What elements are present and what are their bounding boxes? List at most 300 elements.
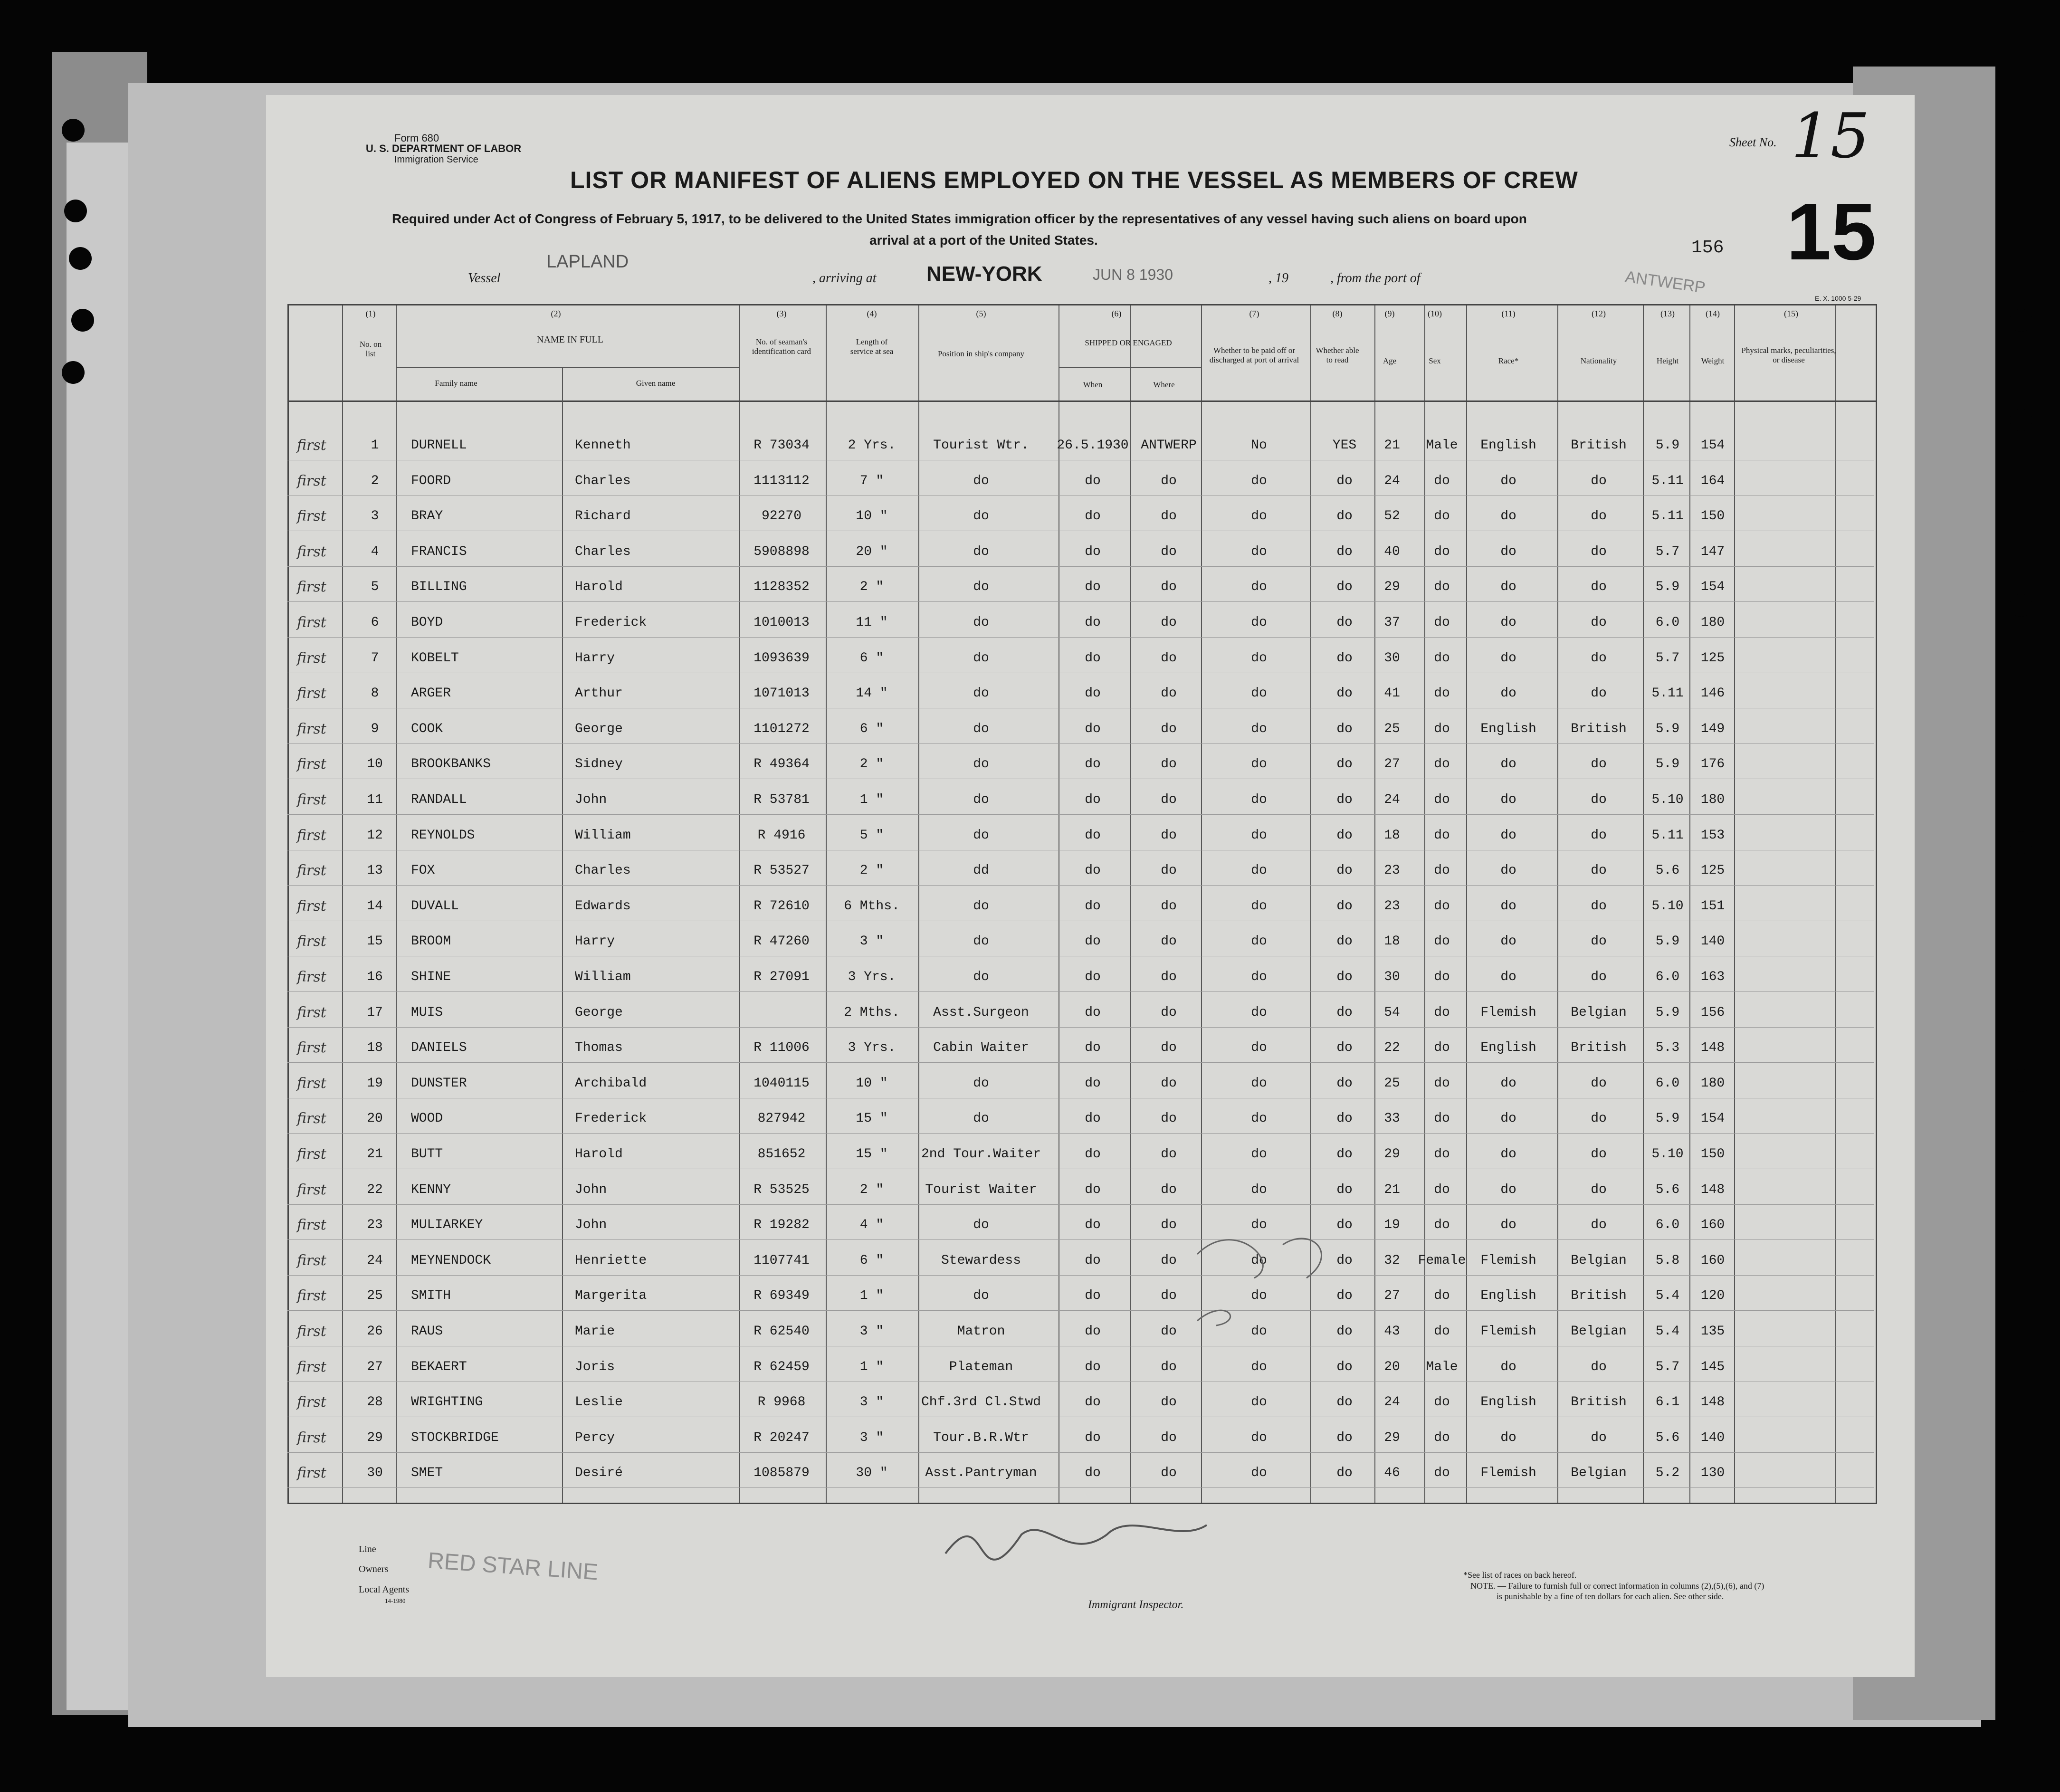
cell-race: do [1500, 686, 1516, 701]
cell-position: do [973, 792, 989, 807]
cell-weight: 147 [1700, 544, 1725, 559]
cell-card: R 53525 [753, 1182, 810, 1197]
cell-when: do [1085, 1111, 1101, 1126]
cell-card: 5908898 [753, 544, 810, 559]
cell-race: do [1500, 1182, 1516, 1197]
cell-family: DUNSTER [411, 1076, 467, 1091]
cell-age: 19 [1384, 1218, 1400, 1233]
cell-height: 5.8 [1655, 1253, 1680, 1268]
cell-card: R 19282 [753, 1218, 810, 1233]
cell-sex: do [1434, 1324, 1450, 1339]
margin-mark: first [297, 437, 326, 454]
cell-service: 10 " [856, 509, 888, 524]
binder-hole [62, 361, 85, 384]
cell-race: English [1480, 1040, 1536, 1056]
cell-service: 2 " [859, 1182, 884, 1197]
cell-no: 24 [367, 1253, 383, 1268]
cell-sex: do [1434, 473, 1450, 488]
cell-weight: 120 [1700, 1288, 1725, 1304]
cell-weight: 164 [1700, 473, 1725, 488]
cell-card: R 72610 [753, 898, 810, 914]
cell-race: do [1500, 970, 1516, 984]
cell-position: Asst.Surgeon [933, 1005, 1029, 1020]
cell-paid: do [1251, 509, 1267, 524]
cell-age: 32 [1384, 1253, 1400, 1268]
cell-sex: do [1434, 863, 1450, 878]
cell-family: BRAY [411, 509, 443, 524]
cell-family: DANIELS [411, 1040, 467, 1056]
cell-age: 23 [1384, 898, 1400, 914]
cell-read: do [1336, 580, 1353, 595]
cell-weight: 176 [1700, 757, 1725, 772]
cell-paid: do [1251, 615, 1267, 630]
cell-position: do [973, 1288, 989, 1304]
cell-when: do [1085, 1324, 1101, 1339]
margin-mark: first [297, 1181, 326, 1198]
cell-sex: Male [1426, 1359, 1458, 1374]
from-port-label: , from the port of [1330, 271, 1421, 286]
cell-when: do [1085, 757, 1101, 772]
cell-sex: Female [1418, 1253, 1466, 1268]
col-num-13: (13) [1660, 309, 1675, 318]
cell-card: 851652 [757, 1147, 806, 1162]
cell-position: dd [973, 863, 989, 878]
cell-family: DURNELL [411, 438, 467, 453]
cell-weight: 125 [1700, 650, 1725, 666]
cell-weight: 163 [1700, 970, 1725, 984]
page-number: 156 [1691, 238, 1724, 258]
col-num-11: (11) [1501, 309, 1516, 318]
cell-no: 19 [367, 1076, 383, 1091]
margin-mark: first [297, 1323, 326, 1340]
cell-nat: do [1591, 863, 1607, 878]
col-num-6: (6) [1111, 309, 1122, 318]
row-rule [287, 1027, 1874, 1028]
margin-mark: first [297, 1465, 326, 1482]
cell-height: 5.11 [1651, 686, 1684, 701]
cell-given: Leslie [575, 1395, 623, 1410]
cell-age: 41 [1384, 686, 1400, 701]
cell-read: do [1336, 1076, 1353, 1091]
cell-age: 52 [1384, 509, 1400, 524]
cell-height: 5.9 [1655, 1111, 1680, 1126]
cell-position: 2nd Tour.Waiter [921, 1147, 1041, 1162]
cell-nat: do [1591, 1076, 1607, 1091]
cell-weight: 148 [1700, 1395, 1725, 1410]
margin-mark: first [297, 827, 326, 844]
owners-label: Owners [359, 1564, 389, 1574]
cell-paid: do [1251, 1040, 1267, 1056]
cell-race: do [1500, 792, 1516, 807]
col-head-name: NAME IN FULL [537, 334, 603, 345]
cell-nat: do [1591, 828, 1607, 843]
cell-no: 3 [371, 509, 379, 524]
cell-no: 27 [367, 1359, 383, 1374]
cell-card: 1107741 [753, 1253, 810, 1268]
cell-paid: do [1251, 721, 1267, 736]
cell-position: do [973, 898, 989, 914]
cell-when: do [1085, 1005, 1101, 1020]
cell-age: 24 [1384, 1395, 1400, 1410]
cell-age: 43 [1384, 1324, 1400, 1339]
arriving-port: NEW-YORK [926, 262, 1042, 286]
cell-service: 6 " [859, 721, 884, 736]
cell-when: do [1085, 1076, 1101, 1091]
row-rule [287, 637, 1874, 638]
cell-when: 26.5.1930 [1057, 438, 1129, 453]
cell-race: Flemish [1480, 1466, 1536, 1481]
row-rule [287, 814, 1874, 815]
margin-mark: first [297, 1394, 326, 1411]
cell-when: do [1085, 1147, 1101, 1162]
row-rule [287, 1487, 1874, 1488]
col-head-height: Height [1656, 356, 1679, 365]
row-rule [287, 1204, 1874, 1205]
vessel-name: LAPLAND [546, 252, 629, 272]
cell-service: 2 Mths. [844, 1005, 900, 1020]
cell-sex: do [1434, 580, 1450, 595]
cell-weight: 154 [1700, 1111, 1725, 1126]
cell-sex: do [1434, 686, 1450, 701]
from-port-stamp: ANTWERP [1624, 267, 1707, 297]
cell-race: English [1480, 1395, 1536, 1410]
cell-age: 21 [1384, 438, 1400, 453]
cell-where: do [1161, 934, 1177, 949]
cell-race: do [1500, 509, 1516, 524]
cell-card: 92270 [761, 509, 802, 524]
cell-service: 14 " [856, 686, 888, 701]
cell-card: R 20247 [753, 1430, 810, 1445]
cell-given: Edwards [575, 898, 631, 914]
cell-race: do [1500, 898, 1516, 914]
cell-age: 54 [1384, 1005, 1400, 1020]
cell-sex: do [1434, 721, 1450, 736]
cell-paid: do [1251, 934, 1267, 949]
margin-mark: first [297, 933, 326, 950]
col-num-12: (12) [1592, 309, 1606, 318]
binder-hole [62, 119, 85, 142]
inspector-label: Immigrant Inspector. [1088, 1599, 1184, 1611]
cell-no: 1 [371, 438, 379, 453]
cell-height: 5.6 [1655, 1430, 1680, 1445]
service: Immigration Service [394, 154, 478, 165]
cell-no: 8 [371, 686, 379, 701]
cell-where: do [1161, 721, 1177, 736]
col-head-where: Where [1153, 380, 1175, 389]
cell-service: 3 " [859, 1324, 884, 1339]
cell-weight: 153 [1700, 828, 1725, 843]
col-head-given: Given name [636, 379, 676, 388]
cell-read: do [1336, 757, 1353, 772]
cell-read: do [1336, 863, 1353, 878]
cell-read: do [1336, 721, 1353, 736]
cell-no: 15 [367, 934, 383, 949]
cell-read: do [1336, 686, 1353, 701]
cell-position: do [973, 650, 989, 666]
cell-read: do [1336, 970, 1353, 984]
cell-position: Cabin Waiter [933, 1040, 1029, 1056]
cell-family: FOORD [411, 473, 451, 488]
cell-position: Tourist Wtr. [933, 438, 1029, 453]
cell-service: 3 " [859, 934, 884, 949]
cell-given: William [575, 828, 631, 843]
cell-age: 25 [1384, 1076, 1400, 1091]
cell-given: Marie [575, 1324, 615, 1339]
cell-family: RAUS [411, 1324, 443, 1339]
cell-paid: do [1251, 650, 1267, 666]
cell-when: do [1085, 580, 1101, 595]
cell-when: do [1085, 863, 1101, 878]
cell-nat: do [1591, 1182, 1607, 1197]
cell-given: John [575, 1218, 607, 1233]
cell-height: 5.9 [1655, 757, 1680, 772]
cell-when: do [1085, 650, 1101, 666]
cell-card: 1093639 [753, 650, 810, 666]
cell-sex: do [1434, 970, 1450, 984]
cell-where: do [1161, 580, 1177, 595]
binder-hole [2010, 594, 2032, 617]
margin-mark: first [297, 1429, 326, 1446]
arrival-date-stamp: JUN 8 1930 [1093, 266, 1173, 283]
cell-height: 6.0 [1655, 970, 1680, 984]
margin-mark: first [297, 685, 326, 702]
cell-sex: do [1434, 1466, 1450, 1481]
cell-read: do [1336, 509, 1353, 524]
margin-mark: first [297, 1287, 326, 1305]
cell-service: 5 " [859, 828, 884, 843]
cell-where: do [1161, 544, 1177, 559]
cell-no: 11 [367, 792, 383, 807]
cell-age: 37 [1384, 615, 1400, 630]
binder-hole [2010, 1069, 2032, 1092]
cell-read: do [1336, 828, 1353, 843]
cell-family: RANDALL [411, 792, 467, 807]
cell-age: 21 [1384, 1182, 1400, 1197]
cell-given: Frederick [575, 615, 647, 630]
cell-height: 6.0 [1655, 1218, 1680, 1233]
cell-nat: do [1591, 580, 1607, 595]
cell-no: 17 [367, 1005, 383, 1020]
cell-read: do [1336, 473, 1353, 488]
cell-nat: British [1571, 721, 1627, 736]
cell-where: do [1161, 1288, 1177, 1304]
cell-service: 2 " [859, 757, 884, 772]
cell-card: R 4916 [757, 828, 806, 843]
cell-service: 15 " [856, 1147, 888, 1162]
cell-given: John [575, 792, 607, 807]
cell-paid: do [1251, 1005, 1267, 1020]
cell-paid: do [1251, 1076, 1267, 1091]
cell-position: Stewardess [941, 1253, 1021, 1268]
cell-when: do [1085, 1253, 1101, 1268]
cell-no: 13 [367, 863, 383, 878]
cell-when: do [1085, 1182, 1101, 1197]
cell-nat: do [1591, 473, 1607, 488]
cell-no: 2 [371, 473, 379, 488]
cell-where: do [1161, 1430, 1177, 1445]
cell-nat: do [1591, 686, 1607, 701]
cell-card: R 62459 [753, 1359, 810, 1374]
cell-nat: British [1571, 438, 1627, 453]
cell-read: do [1336, 1111, 1353, 1126]
cell-family: ARGER [411, 686, 451, 701]
cell-when: do [1085, 615, 1101, 630]
cell-sex: do [1434, 1147, 1450, 1162]
row-rule [287, 885, 1874, 886]
col-head-family: Family name [435, 379, 477, 388]
cell-service: 15 " [856, 1111, 888, 1126]
cell-where: ANTWERP [1141, 438, 1197, 453]
cell-where: do [1161, 1147, 1177, 1162]
col-num-10: (10) [1428, 309, 1442, 318]
cell-position: do [973, 1076, 989, 1091]
cell-no: 7 [371, 650, 379, 666]
col-head-sex: Sex [1429, 356, 1441, 365]
cell-service: 6 " [859, 650, 884, 666]
cell-weight: 154 [1700, 438, 1725, 453]
cell-age: 33 [1384, 1111, 1400, 1126]
binder-hole [69, 247, 92, 270]
cell-nat: do [1591, 1218, 1607, 1233]
cell-nat: British [1571, 1288, 1627, 1304]
cell-race: do [1500, 1430, 1516, 1445]
cell-given: Harry [575, 934, 615, 949]
cell-paid: do [1251, 1430, 1267, 1445]
cell-height: 6.0 [1655, 615, 1680, 630]
cell-family: WRIGHTING [411, 1395, 483, 1410]
cell-sex: do [1434, 650, 1450, 666]
cell-where: do [1161, 1324, 1177, 1339]
cell-height: 5.10 [1651, 792, 1684, 807]
cell-no: 10 [367, 757, 383, 772]
cell-family: REYNOLDS [411, 828, 475, 843]
margin-mark: first [297, 791, 326, 808]
margin-mark: first [297, 1039, 326, 1057]
cell-nat: do [1591, 1359, 1607, 1374]
cell-given: Charles [575, 863, 631, 878]
year-label: , 19 [1268, 271, 1288, 286]
cell-service: 4 " [859, 1218, 884, 1233]
cell-paid: do [1251, 1218, 1267, 1233]
cell-paid: do [1251, 1324, 1267, 1339]
cell-service: 2 " [859, 580, 884, 595]
cell-given: Charles [575, 473, 631, 488]
cell-height: 5.10 [1651, 1147, 1684, 1162]
cell-when: do [1085, 1395, 1101, 1410]
cell-where: do [1161, 686, 1177, 701]
arriving-label: , arriving at [812, 271, 877, 286]
cell-weight: 151 [1700, 898, 1725, 914]
cell-no: 6 [371, 615, 379, 630]
cell-service: 11 " [856, 615, 888, 630]
cell-nat: Belgian [1571, 1324, 1627, 1339]
form-title: LIST OR MANIFEST OF ALIENS EMPLOYED ON THE VESSEL AS MEMBERS OF CREW [570, 167, 1578, 193]
cell-height: 5.11 [1651, 473, 1684, 488]
cell-no: 9 [371, 721, 379, 736]
cell-no: 16 [367, 970, 383, 984]
cell-race: Flemish [1480, 1324, 1536, 1339]
fine-note-1: NOTE. — Failure to furnish full or correct information in columns (2),(5),(6), and (7) [1470, 1581, 1764, 1591]
margin-mark: first [297, 1110, 326, 1127]
cell-given: Margerita [575, 1288, 647, 1304]
cell-given: William [575, 970, 631, 984]
cell-family: BROOM [411, 934, 451, 949]
cell-given: Archibald [575, 1076, 647, 1091]
cell-position: do [973, 509, 989, 524]
margin-mark: first [297, 897, 326, 915]
margin-mark: first [297, 614, 326, 631]
cell-height: 5.4 [1655, 1324, 1680, 1339]
col-head-race: Race* [1498, 356, 1519, 365]
cell-paid: do [1251, 1466, 1267, 1481]
cell-height: 5.4 [1655, 1288, 1680, 1304]
cell-weight: 148 [1700, 1040, 1725, 1056]
margin-mark: first [297, 1217, 326, 1234]
cell-age: 27 [1384, 757, 1400, 772]
cell-no: 5 [371, 580, 379, 595]
cell-height: 5.7 [1655, 650, 1680, 666]
cell-nat: do [1591, 1111, 1607, 1126]
sheet-number-handwritten: 15 [1791, 100, 1870, 172]
cell-service: 1 " [859, 1288, 884, 1304]
cell-sex: do [1434, 757, 1450, 772]
cell-weight: 160 [1700, 1253, 1725, 1268]
cell-sex: do [1434, 544, 1450, 559]
cell-where: do [1161, 1111, 1177, 1126]
cell-paid: do [1251, 1111, 1267, 1126]
margin-mark: first [297, 1004, 326, 1021]
cell-when: do [1085, 1359, 1101, 1374]
cell-service: 6 Mths. [844, 898, 900, 914]
margin-mark: first [297, 508, 326, 525]
cell-family: STOCKBRIDGE [411, 1430, 499, 1445]
cell-where: do [1161, 757, 1177, 772]
cell-sex: do [1434, 615, 1450, 630]
cell-paid: do [1251, 473, 1267, 488]
cell-service: 7 " [859, 473, 884, 488]
cell-family: KOBELT [411, 650, 459, 666]
cell-family: BILLING [411, 580, 467, 595]
cell-paid: do [1251, 1395, 1267, 1410]
cell-race: Flemish [1480, 1005, 1536, 1020]
line-label: Line [359, 1544, 376, 1554]
sheet-label: Sheet No. [1729, 135, 1777, 149]
cell-where: do [1161, 1182, 1177, 1197]
cell-read: do [1336, 1218, 1353, 1233]
cell-where: do [1161, 1218, 1177, 1233]
cell-card: 827942 [757, 1111, 806, 1126]
cell-given: Harold [575, 1147, 623, 1162]
cell-weight: 125 [1700, 863, 1725, 878]
cell-card: 1040115 [753, 1076, 810, 1091]
cell-paid: do [1251, 1359, 1267, 1374]
row-rule [287, 1275, 1874, 1276]
cell-weight: 145 [1700, 1359, 1725, 1374]
margin-mark: first [297, 720, 326, 737]
cell-nat: do [1591, 615, 1607, 630]
cell-weight: 140 [1700, 1430, 1725, 1445]
cell-card: R 62540 [753, 1324, 810, 1339]
cell-family: SMET [411, 1466, 443, 1481]
cell-age: 18 [1384, 934, 1400, 949]
cell-service: 30 " [856, 1466, 888, 1481]
form-code: E. X. 1000 5-29 [1815, 295, 1861, 302]
cell-when: do [1085, 509, 1101, 524]
cell-where: do [1161, 1253, 1177, 1268]
cell-age: 40 [1384, 544, 1400, 559]
sheet-number-stamp: 15 [1786, 187, 1877, 277]
cell-sex: do [1434, 934, 1450, 949]
